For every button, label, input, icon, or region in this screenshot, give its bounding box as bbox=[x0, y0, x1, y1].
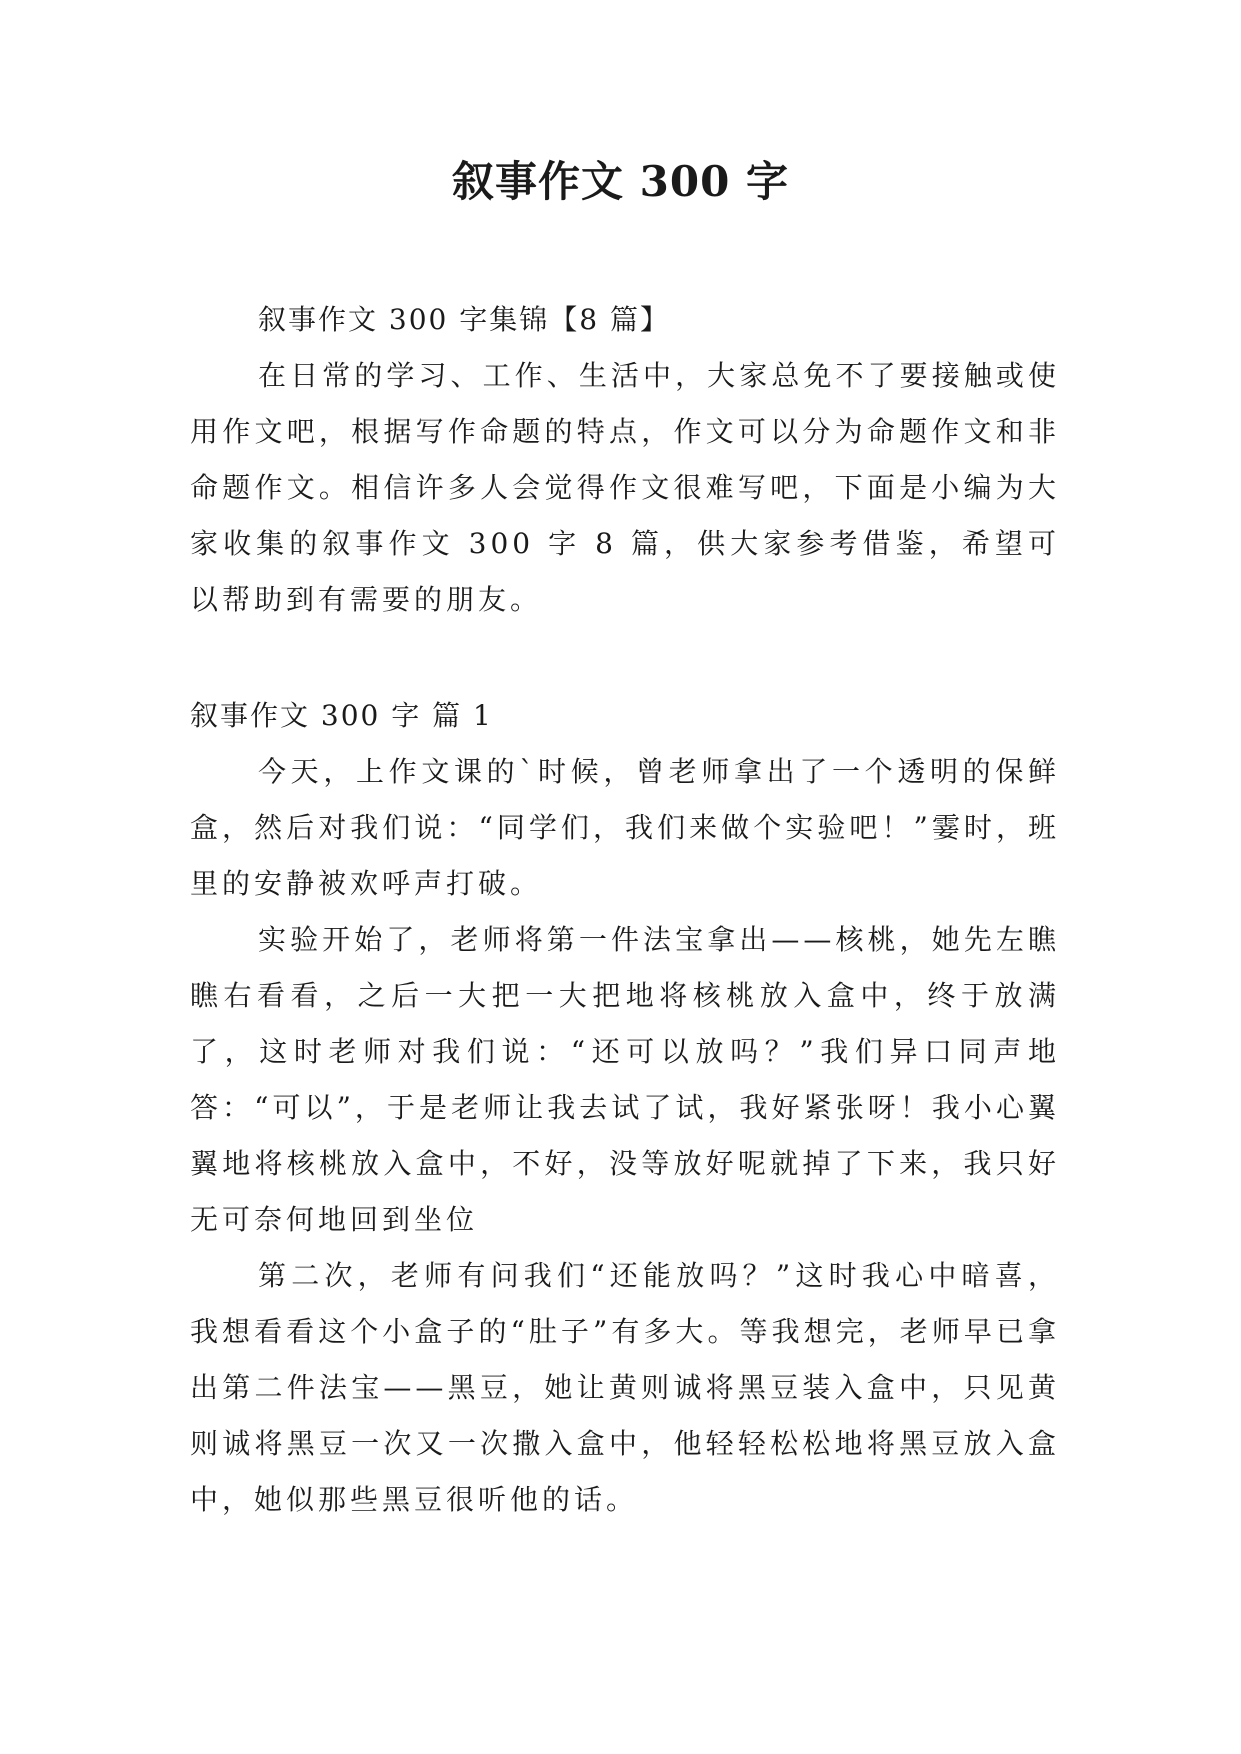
body-paragraph-1: 今天，上作文课的`时候，曾老师拿出了一个透明的保鲜盒，然后对我们说：“同学们，我们来做个实验吧！”霎时，班里的安静被欢呼声打破。 bbox=[190, 755, 1060, 900]
section-title: 叙事作文 300 字 篇 1 bbox=[190, 699, 493, 732]
body-paragraph-2: 实验开始了，老师将第一件法宝拿出——核桃，她先左瞧瞧右看看，之后一大把一大把地将核桃放入盒中，终于放满了，这时老师对我们说：“还可以放吗？”我们异口同声地答：“可以”，于是老师让我去试了试，我好紧张呀！我小心翼翼地将核桃放入盒中，不好，没等放好呢就掉了下来，我只好无可奈何地回到坐位 bbox=[190, 923, 1060, 1236]
document-body bbox=[190, 292, 1060, 1528]
body-paragraph-3: 第二次，老师有问我们“还能放吗？”这时我心中暗喜，我想看看这个小盒子的“肚子”有多大。等我想完，老师早已拿出第二件法宝——黑豆，她让黄则诚将黑豆装入盒中，只见黄则诚将黑豆一次又一次撒入盒中，他轻轻松松地将黑豆放入盒中，她似那些黑豆很听他的话。 bbox=[190, 1259, 1060, 1516]
intro-paragraph: 在日常的学习、工作、生活中，大家总免不了要接触或使用作文吧，根据写作命题的特点，作文可以分为命题作文和非命题作文。相信许多人会觉得作文很难写吧，下面是小编为大家收集的叙事作文 300 字 8 篇，供大家参考借鉴，希望可以帮助到有需要的朋友。 bbox=[190, 359, 1060, 616]
document-subtitle: 叙事作文 300 字集锦【8 篇】 bbox=[258, 303, 670, 336]
document-title: 叙事作文 300 字 bbox=[452, 157, 789, 206]
